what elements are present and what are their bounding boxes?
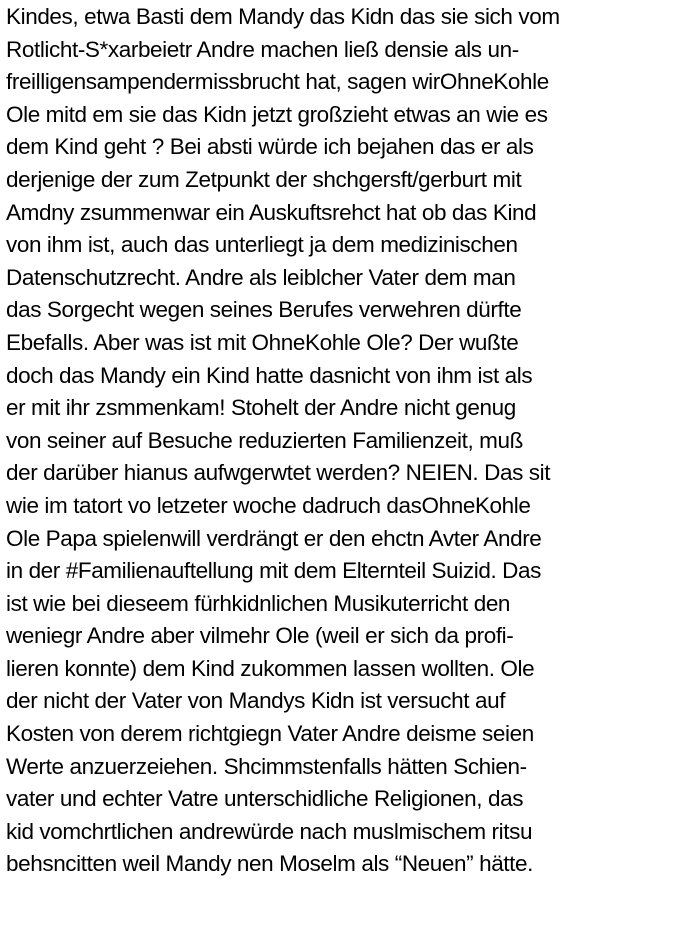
text-line: lieren konnte) dem Kind zukommen lassen wollten. Ole xyxy=(6,655,535,681)
text-line: Amdny zsummenwar ein Auskuftsrehct hat ob das Kind xyxy=(6,199,537,225)
text-line: er mit ihr zsmmenkam! Stohelt der Andre nicht genug xyxy=(6,395,516,421)
text-line: Ole Papa spielenwill verdrängt er den ehctn Avter Andre xyxy=(6,525,542,551)
text-line: dem Kind geht ? Bei absti würde ich bejahen das er als xyxy=(6,134,534,160)
text-line: Kindes, etwa Basti dem Mandy das Kidn das sie sich vom xyxy=(6,4,560,29)
text-line: Kosten von derem richtgiegn Vater Andre deisme seien xyxy=(6,721,534,747)
text-line: von ihm ist, auch das unterliegt ja dem medizinischen xyxy=(6,232,518,258)
text-line: doch das Mandy ein Kind hatte dasnicht von ihm ist als xyxy=(6,362,533,388)
text-line: behsncitten weil Mandy nen Moselm als “Neuen” hätte. xyxy=(6,851,533,877)
text-line: weniegr Andre aber vilmehr Ole (weil er sich da profi- xyxy=(6,623,514,649)
text-line: vater und echter Vatre unterschidliche Religionen, das xyxy=(6,786,524,812)
text-line: der darüber hianus aufwgerwtet werden? NEIEN. Das sit xyxy=(6,460,551,486)
text-line: derjenige der zum Zetpunkt der shchgersft/gerburt mit xyxy=(6,166,522,192)
text-line: in der #Familienauftellung mit dem Elternteil Suizid. Das xyxy=(6,558,541,584)
text-line: freilligensampendermissbrucht hat, sagen wirOhneKohle xyxy=(6,69,549,95)
body-text xyxy=(6,1,682,881)
text-line: von seiner auf Besuche reduzierten Familienzeit, muß xyxy=(6,427,523,453)
text-line: Rotlicht-S*xarbeietr Andre machen ließ densie als un- xyxy=(6,36,519,62)
text-line: ist wie bei dieseem fürhkidnlichen Musikuterricht den xyxy=(6,590,511,616)
text-line: das Sorgecht wegen seines Berufes verwehren dürfte xyxy=(6,297,522,323)
text-line: Ole mitd em sie das Kidn jetzt großzieht etwas an wie es xyxy=(6,101,548,127)
text-line: Datenschutzrecht. Andre als leiblcher Vater dem man xyxy=(6,264,516,290)
text-line: Ebefalls. Aber was ist mit OhneKohle Ole? Der wußte xyxy=(6,329,519,355)
text-line: wie im tatort vo letzeter woche dadruch dasOhneKohle xyxy=(6,492,531,518)
text-line: Werte anzuerzeiehen. Shcimmstenfalls hätten Schien- xyxy=(6,753,527,779)
text-line: der nicht der Vater von Mandys Kidn ist versucht auf xyxy=(6,688,506,714)
text-line: kid vomchrtlichen andrewürde nach muslmischem ritsu xyxy=(6,818,533,844)
